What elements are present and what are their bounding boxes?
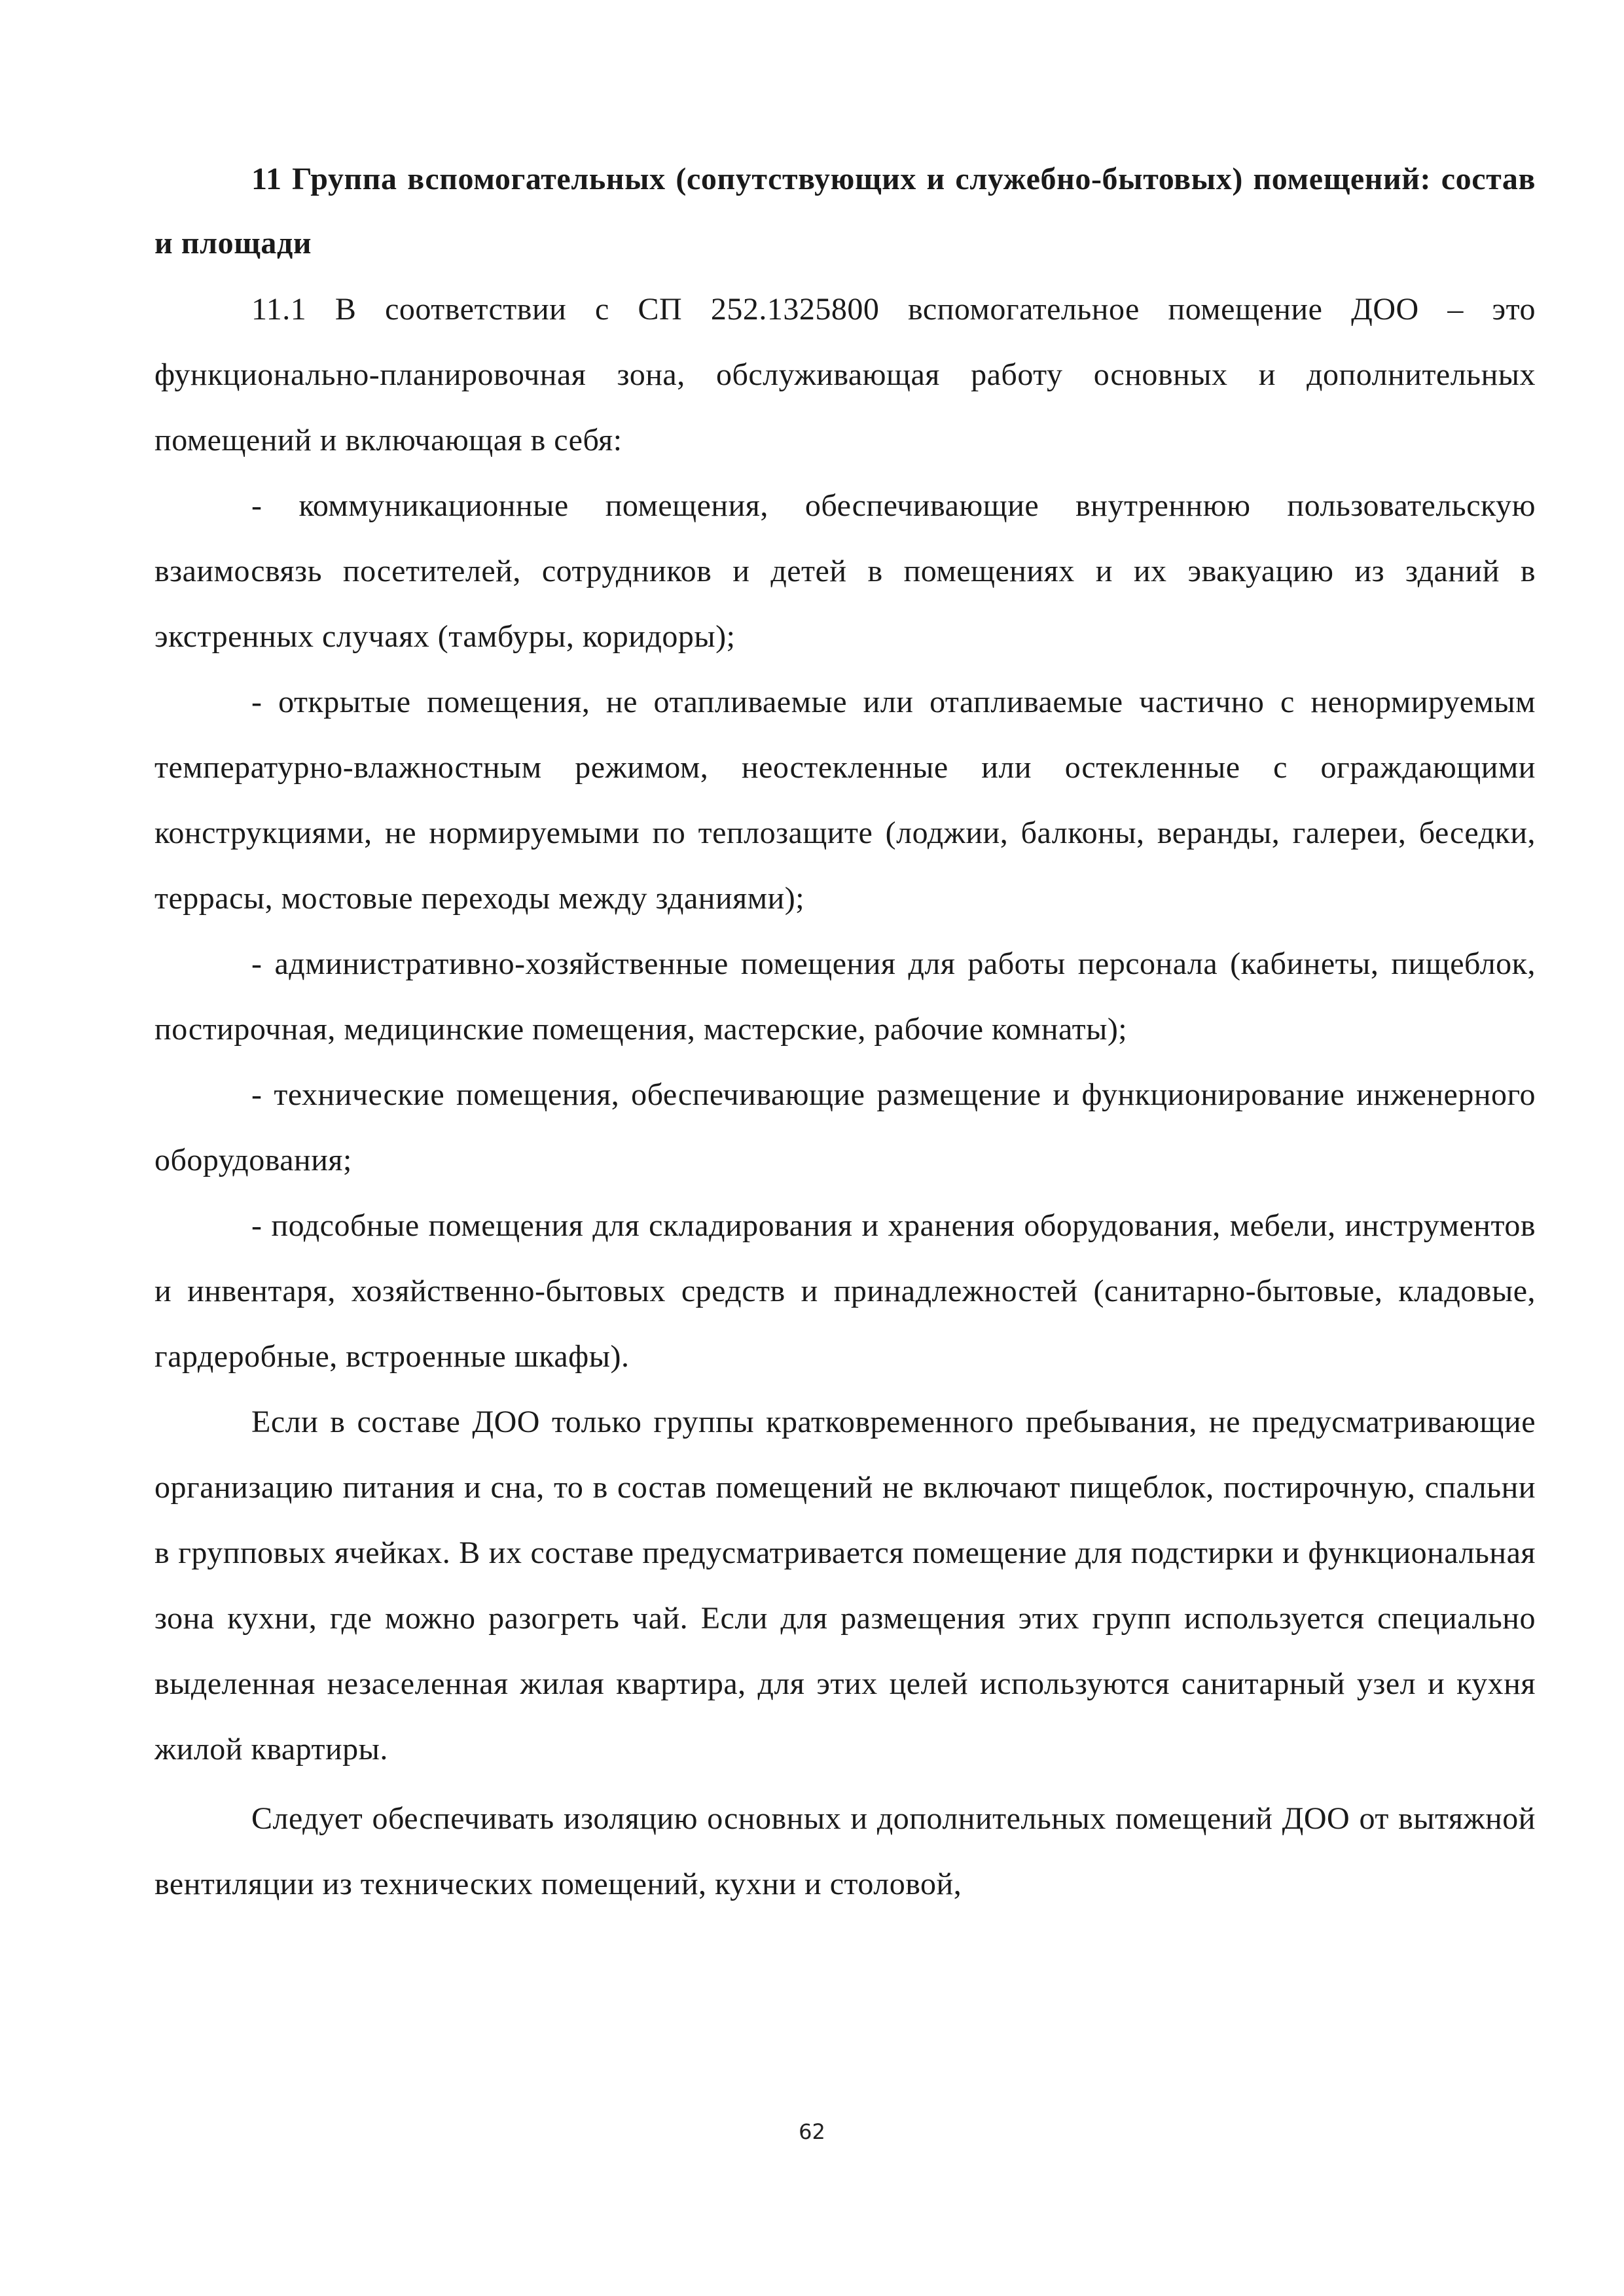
paragraph-intro: 11.1 В соответствии с СП 252.1325800 вспомогательное помещение ДОО – это функционально-планировочная зона, обслуживающая работу основных и дополнительных помещений и включающая в себя:	[154, 292, 1536, 457]
list-item-storage-rooms: - подсобные помещения для складирования и хранения оборудования, мебели, инструментов и инвентаря, хозяйственно-бытовых средств и принадлежностей (санитарно-бытовые, кладовые, гардеробные, встроенные шкафы).	[154, 1208, 1536, 1374]
section-heading: 11 Группа вспомогательных (сопутствующих и служебно-бытовых) помещений: состав и площади	[154, 162, 1536, 260]
list-item-communication-rooms: - коммуникационные помещения, обеспечивающие внутреннюю пользовательскую взаимосвязь посетителей, сотрудников и детей в помещениях и их эвакуацию из зданий в экстренных случаях (тамбуры, коридоры);	[154, 488, 1536, 654]
list-item-administrative-rooms: - административно-хозяйственные помещения для работы персонала (кабинеты, пищеблок, постирочная, медицинские помещения, мастерские, рабочие комнаты);	[154, 946, 1536, 1047]
document-page	[154, 147, 1536, 1917]
paragraph-short-stay-groups: Если в составе ДОО только группы кратковременного пребывания, не предусматривающие организацию питания и сна, то в состав помещений не включают пищеблок, постирочную, спальни в групповых ячейках. В их составе предусматривается помещение для подстирки и функциональная зона кухни, где можно разогреть чай. Если для размещения этих групп используется специально выделенная незаселенная жилая квартира, для этих целей используются санитарный узел и кухня жилой квартиры.	[154, 1405, 1536, 1767]
list-item-open-rooms: - открытые помещения, не отапливаемые или отапливаемые частично с ненормируемым температурно-влажностным режимом, неостекленные или остекленные с ограждающими конструкциями, не нормируемыми по теплозащите (лоджии, балконы, веранды, галереи, беседки, террасы, мостовые переходы между зданиями);	[154, 685, 1536, 916]
page-number: 62	[799, 2119, 825, 2144]
paragraph-isolation: Следует обеспечивать изоляцию основных и дополнительных помещений ДОО от вытяжной вентиляции из технических помещений, кухни и столовой,	[154, 1801, 1536, 1901]
list-item-technical-rooms: - технические помещения, обеспечивающие размещение и функционирование инженерного оборудования;	[154, 1077, 1536, 1177]
